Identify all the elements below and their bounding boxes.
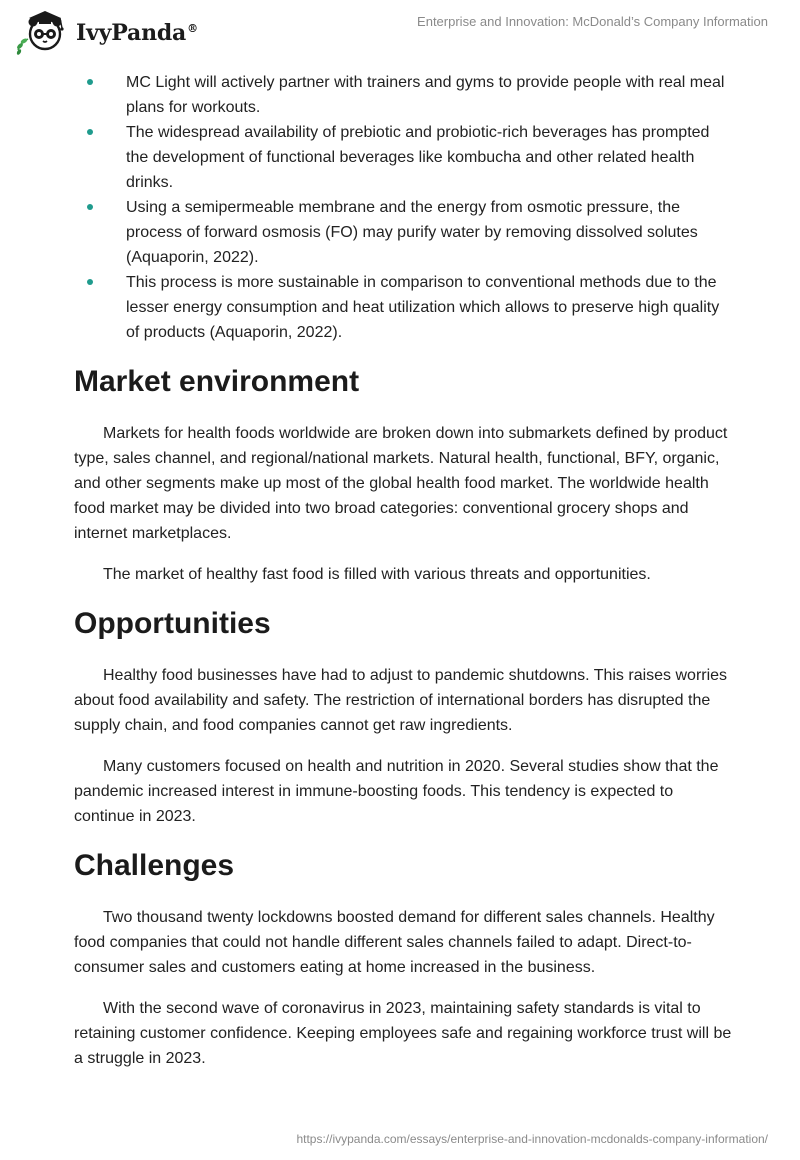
paragraph: Many customers focused on health and nutrition in 2020. Several studies show that the pandemic increased interest in immune-boosting foods. This tendency is expected to continue in 2023. [74, 758, 719, 825]
brand-name: IvyPanda® [76, 20, 198, 46]
bullet-dot-icon [87, 129, 93, 135]
paragraph: Healthy food businesses have had to adjust to pandemic shutdowns. This raises worries about food availability and safety. The restriction of international borders has disrupted the supply chain, and food companies cannot get raw ingredients. [74, 667, 728, 734]
list-item-text: MC Light will actively partner with trainers and gyms to provide people with real meal plans for workouts. [126, 74, 725, 116]
source-url[interactable]: https://ivypanda.com/essays/enterprise-and-innovation-mcdonalds-company-information/ [296, 1132, 768, 1146]
bullet-dot-icon [87, 279, 93, 285]
list-item [74, 70, 734, 120]
bullet-dot-icon [87, 79, 93, 85]
paragraph: Markets for health foods worldwide are broken down into submarkets defined by product type, sales channel, and regional/national markets. Natural health, functional, BFY, organic, and other segments make up most of the global health food market. The worldwide health food market may be divided into two broad categories: conventional grocery shops and internet marketplaces. [74, 425, 728, 542]
list-item-text: This process is more sustainable in comparison to conventional methods due to the lesser energy consumption and heat utilization which allows to preserve high quality of products (Aquaporin, 2022). [126, 274, 720, 341]
panda-graduate-icon [14, 6, 72, 56]
page-header [0, 0, 800, 64]
section-heading-opportunities: Opportunities [74, 607, 271, 640]
section-heading-market-environment: Market environment [74, 365, 360, 398]
bullet-dot-icon [87, 204, 93, 210]
list-item [74, 120, 734, 195]
section-heading-challenges: Challenges [74, 849, 235, 882]
paragraph: The market of healthy fast food is filled with various threats and opportunities. [103, 566, 651, 583]
bullet-list [74, 70, 734, 345]
list-item [74, 270, 734, 345]
paragraph: Two thousand twenty lockdowns boosted demand for different sales channels. Healthy food companies that could not handle different sales channels failed to adapt. Direct-to-consumer sales and customers eating at home increased in the business. [74, 909, 715, 976]
list-item-text: Using a semipermeable membrane and the energy from osmotic pressure, the process of forward osmosis (FO) may purify water by removing dissolved solutes (Aquaporin, 2022). [126, 199, 698, 266]
document-title: Enterprise and Innovation: McDonald’s Company Information [417, 14, 768, 29]
list-item-text: The widespread availability of prebiotic and probiotic-rich beverages has prompted the development of functional beverages like kombucha and other related health drinks. [126, 124, 710, 191]
list-item [74, 195, 734, 270]
paragraph: With the second wave of coronavirus in 2023, maintaining safety standards is vital to retaining customer confidence. Keeping employees safe and regaining workforce trust will be a struggle in 2023. [74, 1000, 732, 1067]
article-body [74, 70, 734, 1087]
ivypanda-logo[interactable] [14, 6, 198, 56]
